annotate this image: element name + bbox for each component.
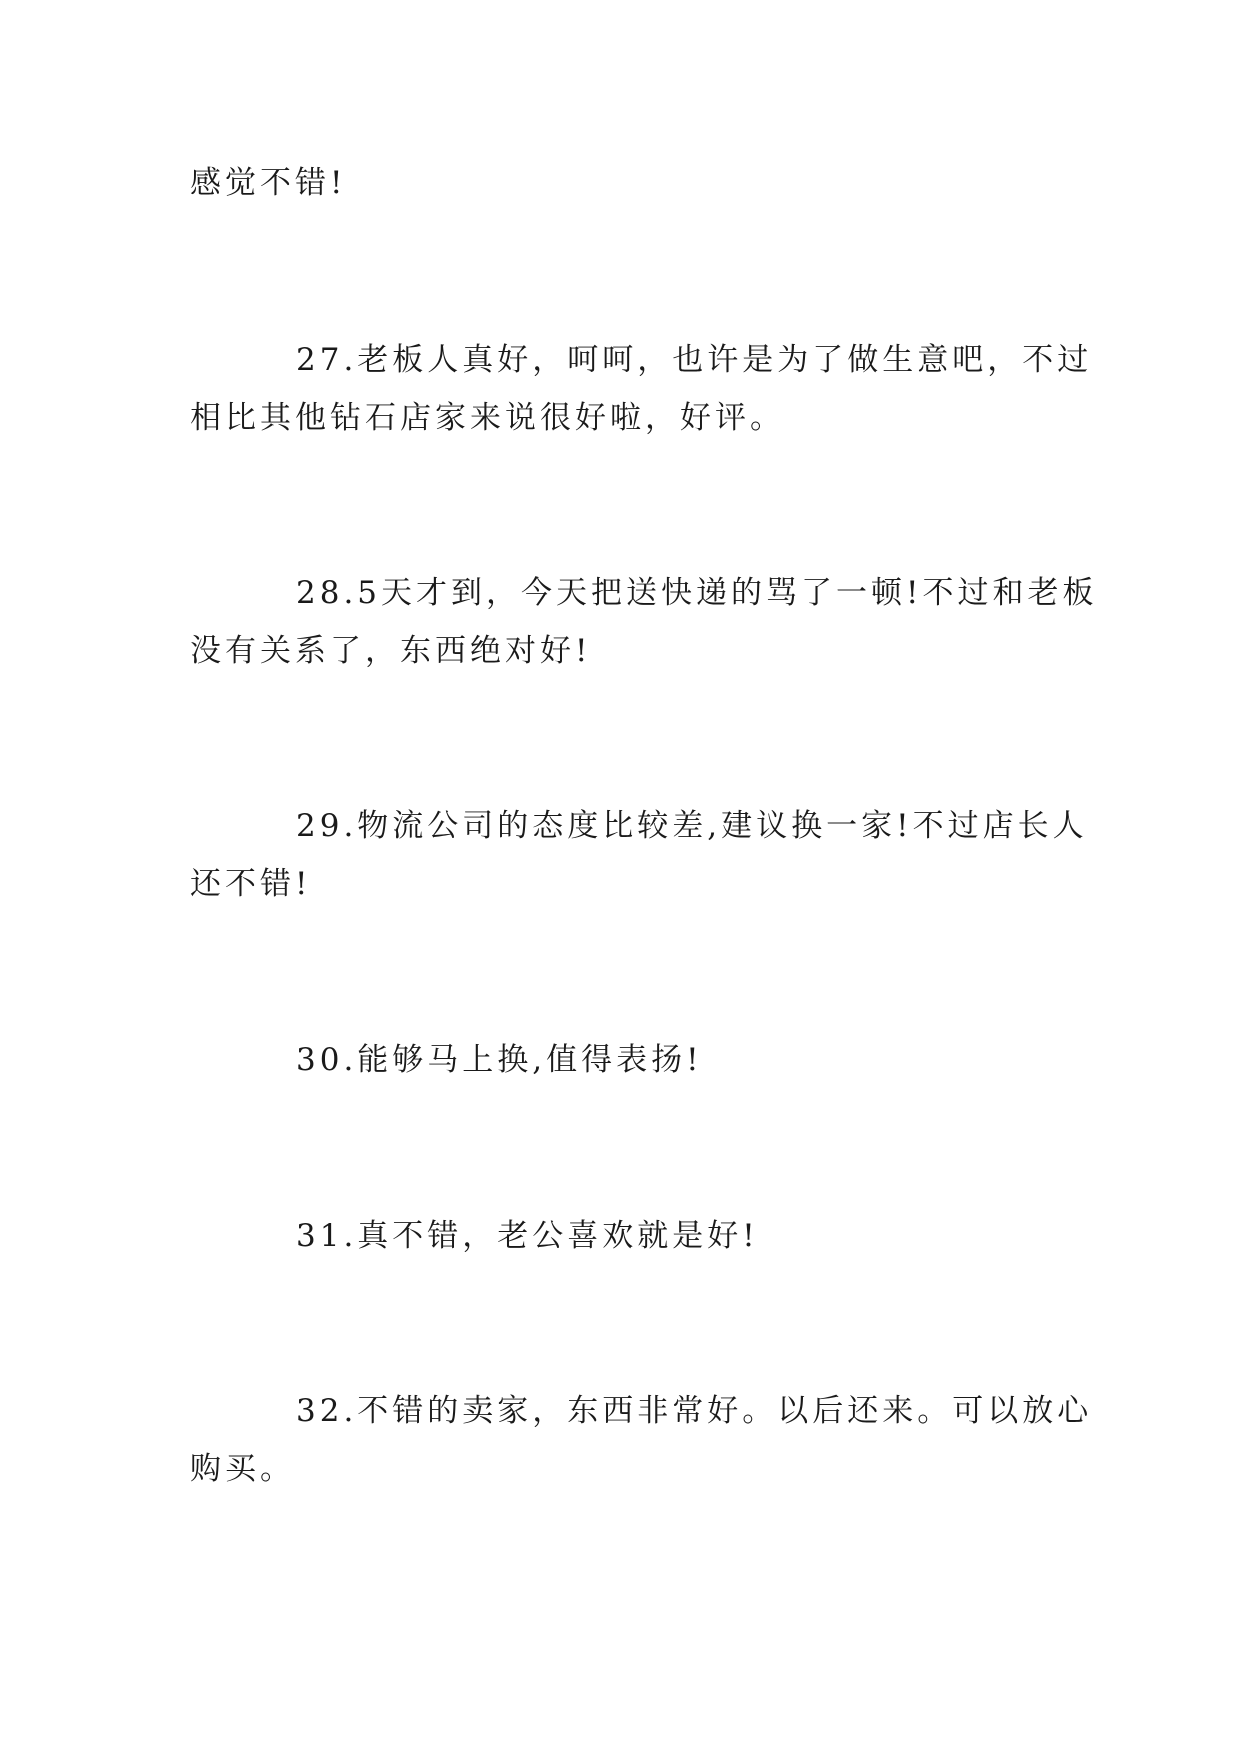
paragraph-28-line-2: 没有关系了，东西绝对好! [190,633,592,669]
paragraph-32-line-2: 购买。 [190,1451,295,1487]
paragraph-30: 30.能够马上换,值得表扬! [296,1042,703,1078]
paragraph-29-line-2: 还不错! [190,866,312,902]
paragraph-28-line-1: 28.5天才到，今天把送快递的骂了一顿!不过和老板 [296,575,1098,611]
paragraph-31: 31.真不错，老公喜欢就是好! [296,1218,759,1254]
paragraph-29-line-1: 29.物流公司的态度比较差,建议换一家!不过店长人 [296,808,1088,844]
paragraph-32-line-1: 32.不错的卖家，东西非常好。以后还来。可以放心 [296,1393,1093,1429]
paragraph-27-line-1: 27.老板人真好，呵呵，也许是为了做生意吧，不过 [296,342,1093,378]
paragraph-27-line-2: 相比其他钻石店家来说很好啦，好评。 [190,400,785,436]
paragraph-26-continuation: 感觉不错! [190,165,347,201]
